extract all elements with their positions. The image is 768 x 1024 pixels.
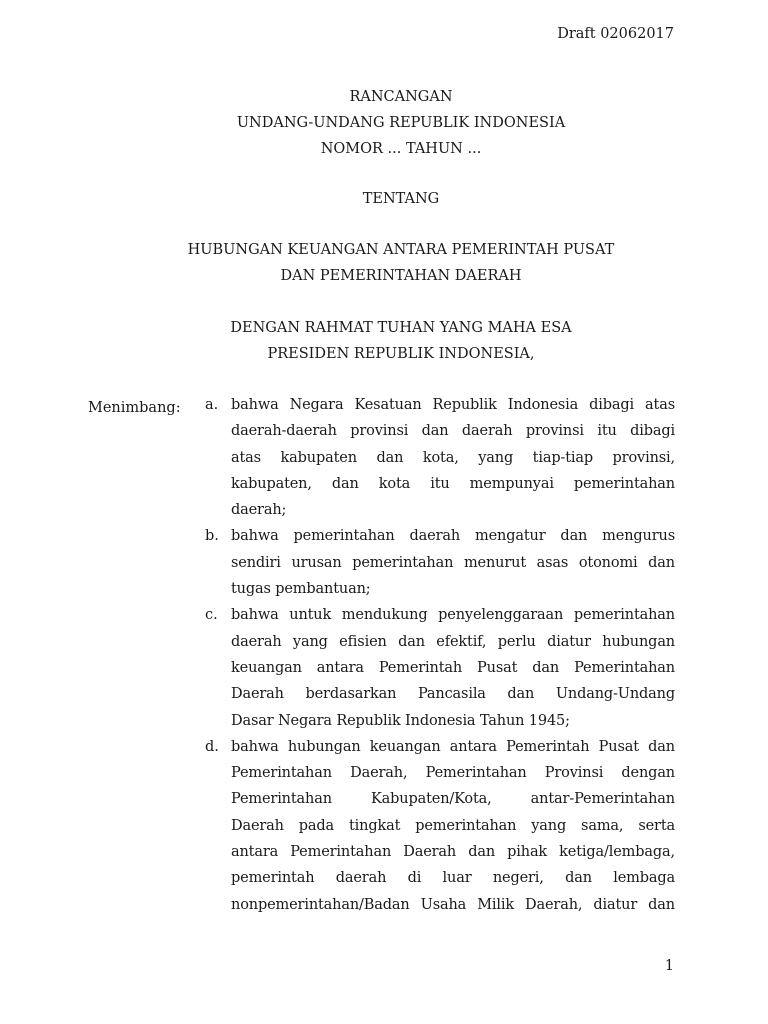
consideration-line: bahwa Negara Kesatuan Republik Indonesia dibagi atas: [231, 397, 675, 413]
consideration-line: daerah;: [231, 502, 287, 519]
subject-line-2: DAN PEMERINTAHAN DAERAH: [280, 268, 522, 284]
title-block: [0, 84, 768, 162]
consideration-text: [231, 734, 675, 918]
consideration-line: nonpemerintahan/Badan Usaha Milik Daerah, diatur dan: [231, 896, 675, 913]
tentang-block: [0, 186, 768, 212]
title-rancangan: RANCANGAN: [349, 89, 453, 105]
subject-line-1: HUBUNGAN KEUANGAN ANTARA PEMERINTAH PUSAT: [187, 242, 615, 258]
consideration-line: kabupaten, dan kota itu mempunyai pemerintahan: [231, 475, 675, 492]
rahmat-line-1: DENGAN RAHMAT TUHAN YANG MAHA ESA: [230, 320, 572, 336]
consideration-item: [205, 602, 675, 733]
title-tentang: TENTANG: [362, 191, 440, 207]
consideration-text: [231, 523, 675, 602]
menimbang-label: Menimbang:: [88, 400, 181, 416]
consideration-line: Daerah berdasarkan Pancasila dan Undang-Undang: [231, 686, 675, 703]
consideration-text: [231, 602, 675, 733]
consideration-item: [205, 392, 675, 523]
consideration-letter: c.: [205, 607, 218, 624]
consideration-item: [205, 734, 675, 918]
consideration-line: sendiri urusan pemerintahan menurut asas otonomi dan: [231, 554, 675, 571]
consideration-line: bahwa hubungan keuangan antara Pemerintah Pusat dan: [231, 738, 675, 755]
consideration-line: tugas pembantuan;: [231, 581, 371, 598]
menimbang-list: [205, 392, 675, 918]
consideration-line: bahwa pemerintahan daerah mengatur dan mengurus: [231, 528, 675, 545]
consideration-letter: a.: [205, 397, 219, 413]
consideration-line: atas kabupaten dan kota, yang tiap-tiap provinsi,: [231, 449, 675, 466]
consideration-line: daerah yang efisien dan efektif, perlu diatur hubungan: [231, 633, 675, 650]
page-number: 1: [664, 958, 674, 974]
title-uu: UNDANG-UNDANG REPUBLIK INDONESIA: [236, 115, 566, 131]
rahmat-block: [0, 315, 768, 367]
consideration-line: Dasar Negara Republik Indonesia Tahun 1945;: [231, 712, 570, 729]
subject-block: [0, 237, 768, 289]
consideration-item: [205, 523, 675, 602]
consideration-letter: d.: [205, 738, 219, 755]
consideration-line: Daerah pada tingkat pemerintahan yang sama, serta: [231, 817, 675, 834]
consideration-line: daerah-daerah provinsi dan daerah provinsi itu dibagi: [231, 423, 675, 440]
consideration-line: pemerintah daerah di luar negeri, dan lembaga: [231, 870, 675, 887]
draft-label: Draft 02062017: [557, 26, 674, 42]
consideration-text: [231, 392, 675, 523]
consideration-line: antara Pemerintahan Daerah dan pihak ketiga/lembaga,: [231, 844, 675, 861]
consideration-letter: b.: [205, 528, 219, 545]
consideration-line: keuangan antara Pemerintah Pusat dan Pemerintahan: [231, 659, 675, 676]
consideration-line: Pemerintahan Kabupaten/Kota, antar-Pemerintahan: [231, 791, 675, 808]
rahmat-line-2: PRESIDEN REPUBLIK INDONESIA,: [267, 346, 535, 362]
consideration-line: Pemerintahan Daerah, Pemerintahan Provinsi dengan: [231, 765, 675, 782]
title-nomor: NOMOR ... TAHUN ...: [320, 141, 482, 157]
consideration-line: bahwa untuk mendukung penyelenggaraan pemerintahan: [231, 607, 675, 624]
